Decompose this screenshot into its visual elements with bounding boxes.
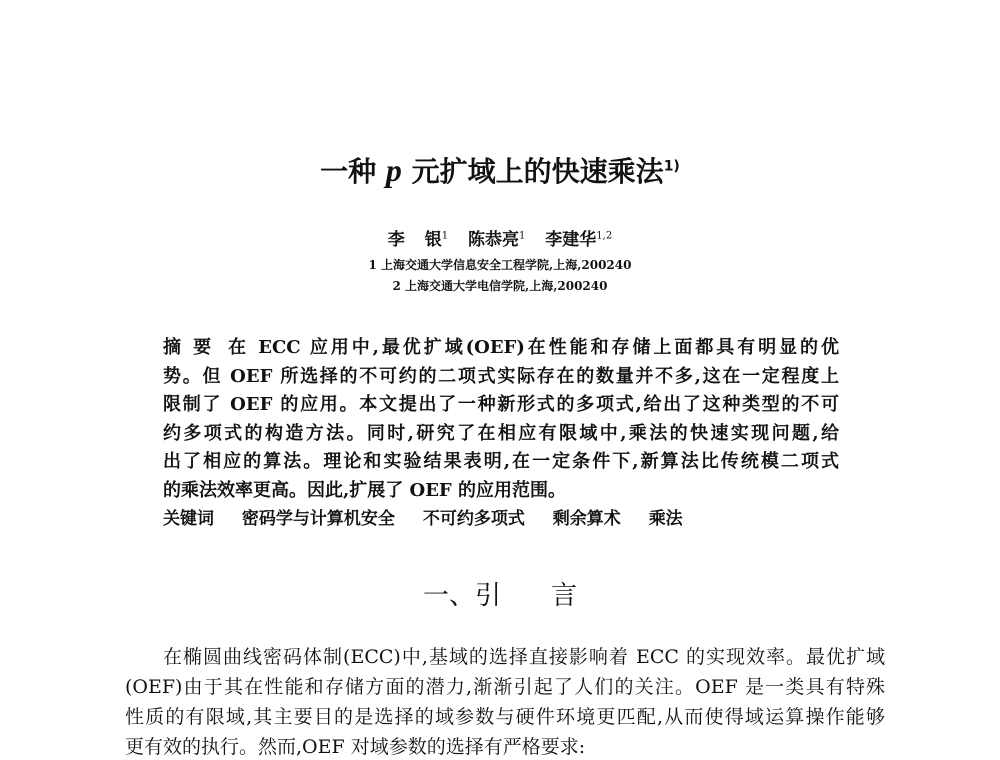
keyword: 剩余算术 xyxy=(552,509,621,529)
abstract-line: 势。但 OEF 所选择的不可约的二项式实际存在的数量并不多,这在一定程度上 xyxy=(163,366,839,387)
author-name: 陈恭亮 xyxy=(468,230,519,250)
body-line: 更有效的执行。然而,OEF 对域参数的选择有严格要求: xyxy=(125,736,586,758)
author-list xyxy=(0,225,1000,250)
author xyxy=(545,230,612,250)
title-variable: p xyxy=(385,152,402,188)
author-affiliation-mark: 1,2 xyxy=(596,230,613,242)
author-affiliation-mark: 1 xyxy=(441,230,449,242)
body-line: 在椭圆曲线密码体制(ECC)中,基域的选择直接影响着 ECC 的实现效率。最优扩域 xyxy=(163,646,885,668)
author xyxy=(468,230,525,250)
abstract-line xyxy=(163,333,839,359)
keyword: 不可约多项式 xyxy=(422,509,525,529)
affiliation: 2 上海交通大学电信学院,上海,200240 xyxy=(392,279,608,293)
paper-title xyxy=(0,150,1000,190)
abstract-line: 限制了 OEF 的应用。本文提出了一种新形式的多项式,给出了这种类型的不可 xyxy=(163,394,839,415)
author-affiliation-mark: 1 xyxy=(519,230,526,242)
section-heading xyxy=(0,575,1000,612)
title-footnote-mark: 1) xyxy=(663,158,680,175)
body-line: (OEF)由于其在性能和存储方面的潜力,渐渐引起了人们的关注。OEF 是一类具有特殊 xyxy=(125,676,885,698)
abstract-line: 的乘法效率更高。因此,扩展了 OEF 的应用范围。 xyxy=(163,480,566,501)
section-title: 言 xyxy=(551,581,578,611)
affiliation: 1 上海交通大学信息安全工程学院,上海,200240 xyxy=(368,258,632,272)
title-prefix: 一种 xyxy=(320,155,377,188)
section-number: 一、引 xyxy=(422,581,501,611)
author-name: 李建华 xyxy=(545,230,597,250)
abstract-text: 在 ECC 应用中,最优扩域(OEF)在性能和存储上面都具有明显的优 xyxy=(228,337,839,358)
author xyxy=(388,230,448,250)
author-name: 李 银 xyxy=(387,230,442,250)
keyword: 乘法 xyxy=(648,509,683,529)
keywords xyxy=(163,504,705,529)
body-line: 性质的有限域,其主要目的是选择的域参数与硬件环境更匹配,从而使得域运算操作能够 xyxy=(125,706,885,728)
abstract-line: 约多项式的构造方法。同时,研究了在相应有限域中,乘法的快速实现问题,给 xyxy=(163,423,839,444)
keywords-label: 关键词 xyxy=(163,509,214,529)
abstract-line: 出了相应的算法。理论和实验结果表明,在一定条件下,新算法比传统模二项式 xyxy=(163,451,839,472)
title-suffix: 元扩域上的快速乘法 xyxy=(411,155,664,188)
keyword: 密码学与计算机安全 xyxy=(241,509,395,529)
abstract-label: 摘 要 xyxy=(163,337,215,358)
